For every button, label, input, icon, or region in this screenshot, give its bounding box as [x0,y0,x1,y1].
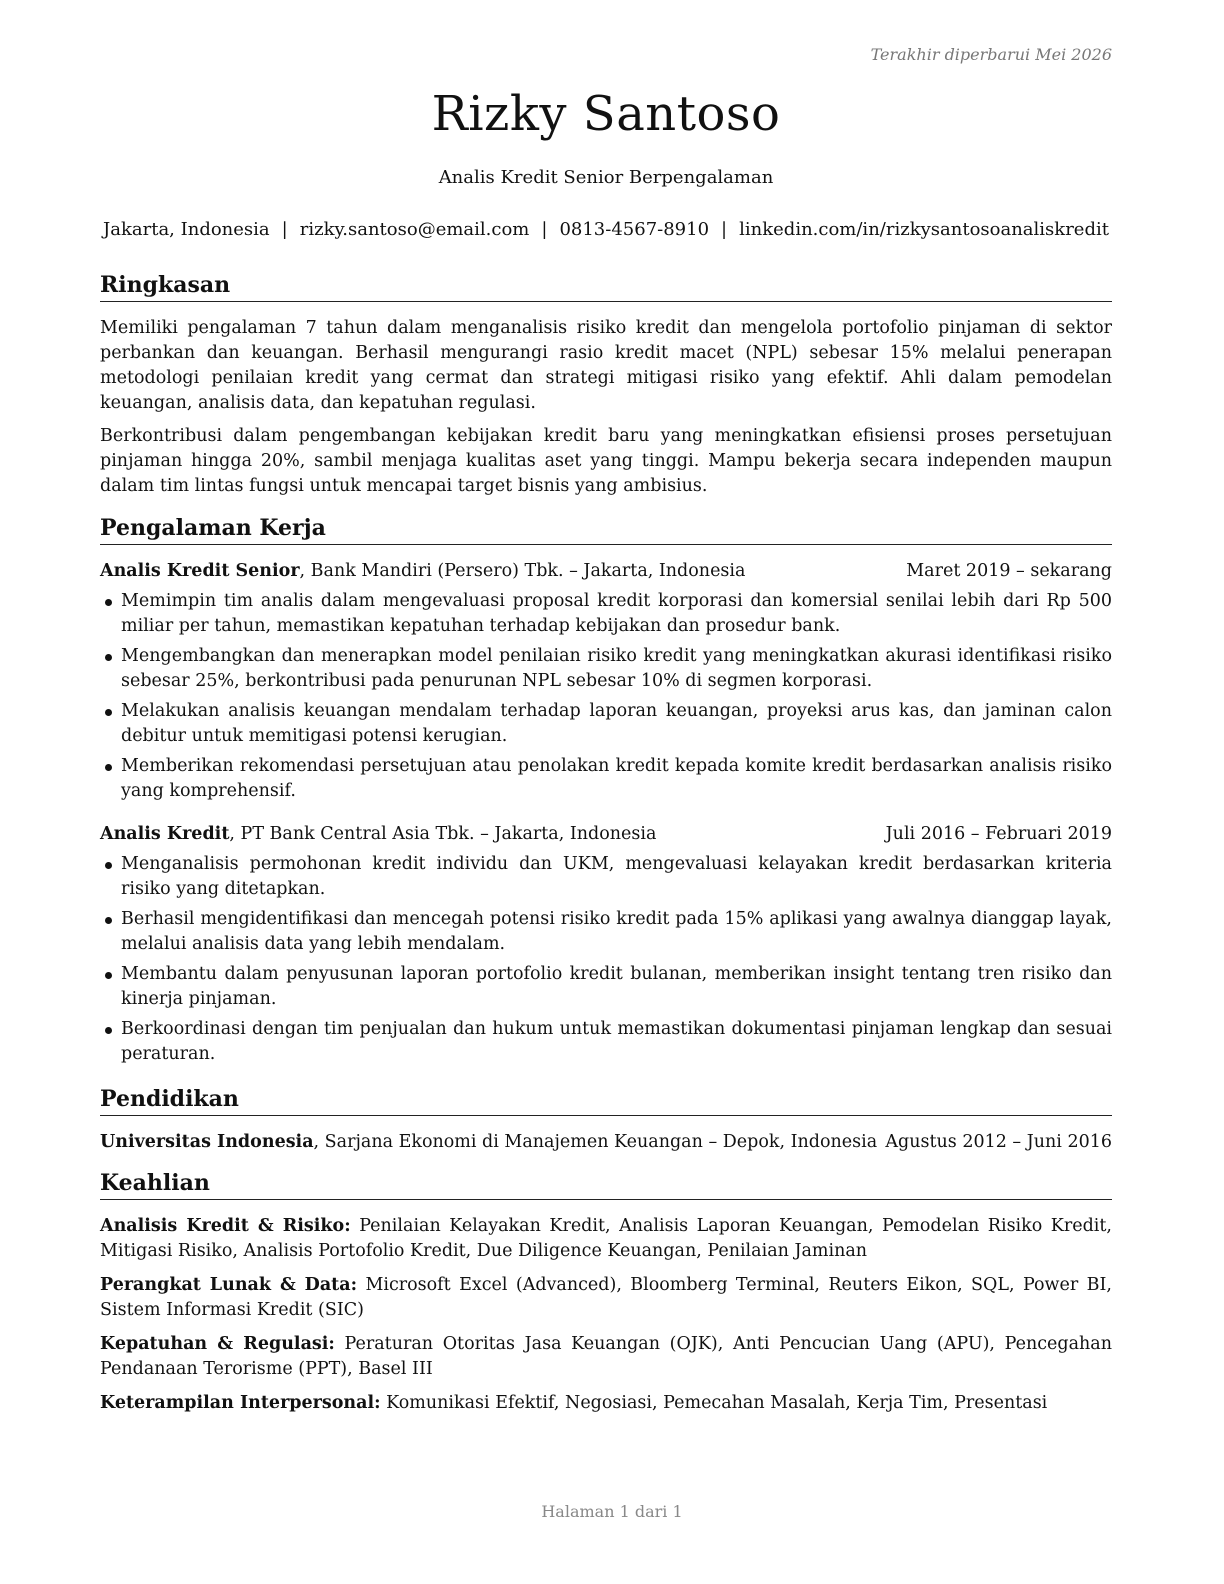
skill-group-label: Perangkat Lunak & Data: [100,1275,358,1295]
job-role: Analis Kredit [100,824,230,844]
job-header [100,822,1112,847]
job-bullet: Berkoordinasi dengan tim penjualan dan hukum untuk memastikan dokumentasi pinjaman lengkap dan sesuai peraturan. [100,1017,1112,1067]
last-updated-note: Terakhir diperbarui Mei 2026 [870,45,1112,64]
job-role: Analis Kredit Senior [100,561,300,581]
experience-section [100,514,1112,1067]
skill-group-items: Microsoft Excel (Advanced), Bloomberg Terminal, Reuters Eikon, SQL, Power BI, Sistem Informasi Kredit (SIC) [100,1275,1112,1320]
contact-location: Jakarta, Indonesia [103,219,270,240]
job-bullet: Mengembangkan dan menerapkan model penilaian risiko kredit yang meningkatkan akurasi identifikasi risiko sebesar 25%, berkontribusi pada penurunan NPL sebesar 10% di segmen korporasi. [100,644,1112,694]
skill-group-label: Analisis Kredit & Risiko: [100,1216,351,1236]
education-degree: , Sarjana Ekonomi di Manajemen Keuangan – Depok, Indonesia [313,1132,878,1152]
job-bullet-list [100,852,1112,1067]
contact-email-link[interactable]: rizky.santoso@email.com [299,219,530,240]
skill-group-items: Penilaian Kelayakan Kredit, Analisis Laporan Keuangan, Pemodelan Risiko Kredit, Mitigasi Risiko, Analisis Portofolio Kredit, Due Diligence Keuangan, Penilaian Jaminan [100,1216,1112,1261]
summary-section [100,271,1112,499]
job-bullet: Memberikan rekomendasi persetujuan atau penolakan kredit kepada komite kredit berdasarkan analisis risiko yang komprehensif. [100,754,1112,804]
job-dates: Maret 2019 – sekarang [906,561,1112,581]
skill-group [100,1332,1112,1382]
summary-heading: Ringkasan [100,271,1112,302]
skill-group [100,1391,1112,1416]
education-section [100,1085,1112,1155]
candidate-name: Rizky Santoso [431,86,781,142]
page-number: Halaman 1 dari 1 [541,1502,683,1521]
job-bullet: Membantu dalam penyusunan laporan portofolio kredit bulanan, memberikan insight tentang tren risiko dan kinerja pinjaman. [100,962,1112,1012]
skill-group [100,1214,1112,1264]
contact-phone: 0813-4567-8910 [559,219,710,240]
skill-group-items: Komunikasi Efektif, Negosiasi, Pemecahan Masalah, Kerja Tim, Presentasi [380,1393,1048,1413]
resume-page [100,0,1112,1584]
job-entry [100,822,1112,1067]
candidate-tagline: Analis Kredit Senior Berpengalaman [438,167,774,188]
skill-group [100,1273,1112,1323]
education-dates: Agustus 2012 – Juni 2016 [885,1132,1112,1152]
contact-separator: | [721,219,728,240]
skill-group-items: Peraturan Otoritas Jasa Keuangan (OJK), Anti Pencucian Uang (APU), Pencegahan Pendanaan Terorisme (PPT), Basel III [100,1334,1112,1379]
contact-linkedin-link[interactable]: linkedin.com/in/rizkysantosoanaliskredit [739,219,1109,240]
job-bullet: Memimpin tim analis dalam mengevaluasi proposal kredit korporasi dan komersial senilai lebih dari Rp 500 miliar per tahun, memastikan kepatuhan terhadap kebijakan dan prosedur bank. [100,589,1112,639]
education-school: Universitas Indonesia [100,1132,314,1152]
education-heading: Pendidikan [100,1085,1112,1116]
summary-paragraph: Berkontribusi dalam pengembangan kebijakan kredit baru yang meningkatkan efisiensi proses persetujuan pinjaman hingga 20%, sambil menjaga kualitas aset yang tinggi. Mampu bekerja secara independen maupun dalam tim lintas fungsi untuk mencapai target bisnis yang ambisius. [100,426,1112,496]
summary-paragraph: Memiliki pengalaman 7 tahun dalam menganalisis risiko kredit dan mengelola portofolio pinjaman di sektor perbankan dan keuangan. Berhasil mengurangi rasio kredit macet (NPL) sebesar 15% melalui penerapan metodologi penilaian kredit yang cermat dan strategi mitigasi risiko yang efektif. Ahli dalam pemodelan keuangan, analisis data, dan kepatuhan regulasi. [100,318,1112,413]
contact-line [100,219,1112,240]
job-bullet-list [100,589,1112,804]
job-entry [100,559,1112,804]
job-bullet: Menganalisis permohonan kredit individu dan UKM, mengevaluasi kelayakan kredit berdasarkan kriteria risiko yang ditetapkan. [100,852,1112,902]
education-entry [100,1130,1112,1155]
skills-section [100,1169,1112,1416]
contact-separator: | [541,219,548,240]
job-header [100,559,1112,584]
job-dates: Juli 2016 – Februari 2019 [885,824,1112,844]
skill-group-label: Keterampilan Interpersonal: [100,1393,381,1413]
skills-heading: Keahlian [100,1169,1112,1200]
job-organization: , PT Bank Central Asia Tbk. – Jakarta, Indonesia [229,824,657,844]
experience-heading: Pengalaman Kerja [100,514,1112,545]
job-organization: , Bank Mandiri (Persero) Tbk. – Jakarta, Indonesia [299,561,746,581]
job-bullet: Berhasil mengidentifikasi dan mencegah potensi risiko kredit pada 15% aplikasi yang awalnya dianggap layak, melalui analisis data yang lebih mendalam. [100,907,1112,957]
skill-group-label: Kepatuhan & Regulasi: [100,1334,335,1354]
job-bullet: Melakukan analisis keuangan mendalam terhadap laporan keuangan, proyeksi arus kas, dan jaminan calon debitur untuk memitigasi potensi kerugian. [100,699,1112,749]
contact-separator: | [281,219,288,240]
